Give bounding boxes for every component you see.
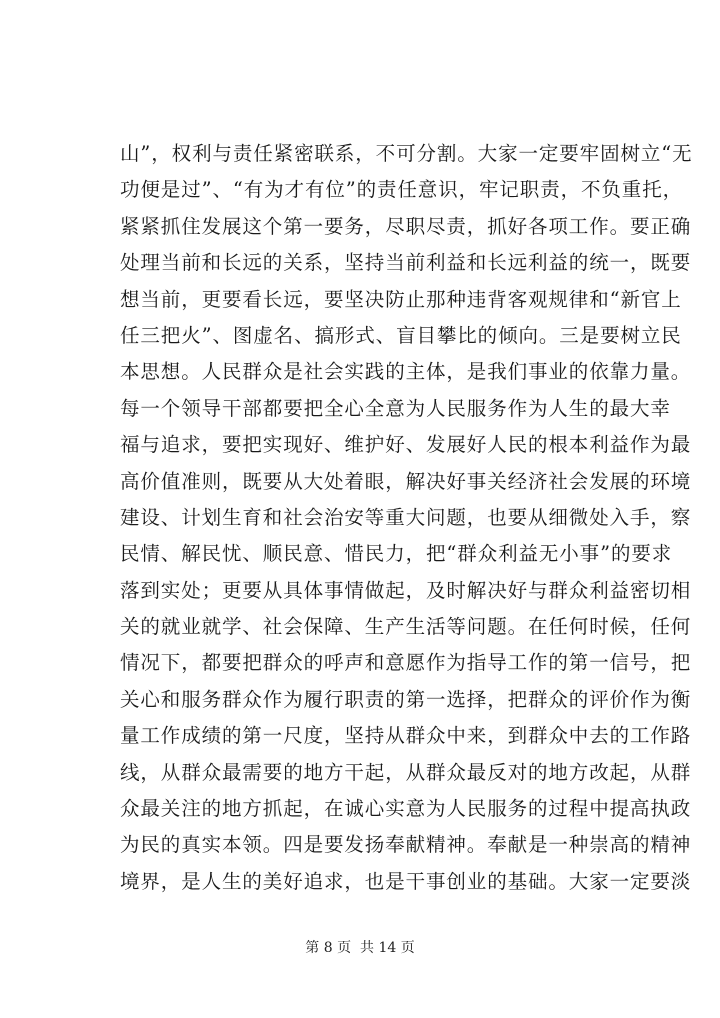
text-line: 任三把火”、图虚名、搞形式、盲目攀比的倾向。三是要树立民	[120, 323, 682, 347]
page-footer	[0, 938, 720, 958]
text-line: 线，从群众最需要的地方干起，从群众最反对的地方改起，从群	[120, 760, 692, 784]
text-line: 关的就业就学、社会保障、生产生活等问题。在任何时候，任何	[120, 615, 692, 639]
text-line: 紧紧抓住发展这个第一要务，尽职尽责，抓好各项工作。要正确	[120, 214, 692, 238]
text-line: 每一个领导干部都要把全心全意为人民服务作为人生的最大幸	[120, 396, 671, 420]
text-line: 想当前，更要看长远，要坚决防止那种违背客观规律和“新官上	[120, 287, 682, 311]
text-line: 关心和服务群众作为履行职责的第一选择，把群众的评价作为衡	[120, 687, 692, 711]
body-text	[120, 136, 693, 900]
text-line: 量工作成绩的第一尺度，坚持从群众中来，到群众中去的工作路	[120, 724, 692, 748]
text-line: 为民的真实本领。四是要发扬奉献精神。奉献是一种崇高的精神	[120, 833, 692, 857]
text-line: 高价值准则，既要从大处着眼，解决好事关经济社会发展的环境	[120, 469, 692, 493]
text-line: 建设、计划生育和社会治安等重大问题，也要从细微处入手，察	[120, 505, 692, 529]
page-number-label: 第 8 页 共 14 页	[305, 940, 415, 956]
text-line: 福与追求，要把实现好、维护好、发展好人民的根本利益作为最	[120, 433, 692, 457]
text-line: 山”，权利与责任紧密联系，不可分割。大家一定要牢固树立“无	[120, 142, 693, 165]
text-line: 本思想。人民群众是社会实践的主体，是我们事业的依靠力量。	[120, 360, 692, 384]
text-line: 功便是过”、“有为才有位”的责任意识，牢记职责，不负重托，	[120, 178, 684, 202]
text-line: 境界，是人生的美好追求，也是干事创业的基础。大家一定要淡	[120, 869, 692, 893]
text-line: 众最关注的地方抓起，在诚心实意为人民服务的过程中提高执政	[120, 797, 692, 821]
text-line: 情况下，都要把群众的呼声和意愿作为指导工作的第一信号，把	[120, 651, 692, 675]
text-line: 处理当前和长远的关系，坚持当前利益和长远利益的统一，既要	[120, 251, 692, 275]
text-line: 民情、解民忧、顺民意、惜民力，把“群众利益无小事”的要求	[120, 542, 673, 566]
text-line: 落到实处；更要从具体事情做起，及时解决好与群众利益密切相	[120, 578, 692, 602]
